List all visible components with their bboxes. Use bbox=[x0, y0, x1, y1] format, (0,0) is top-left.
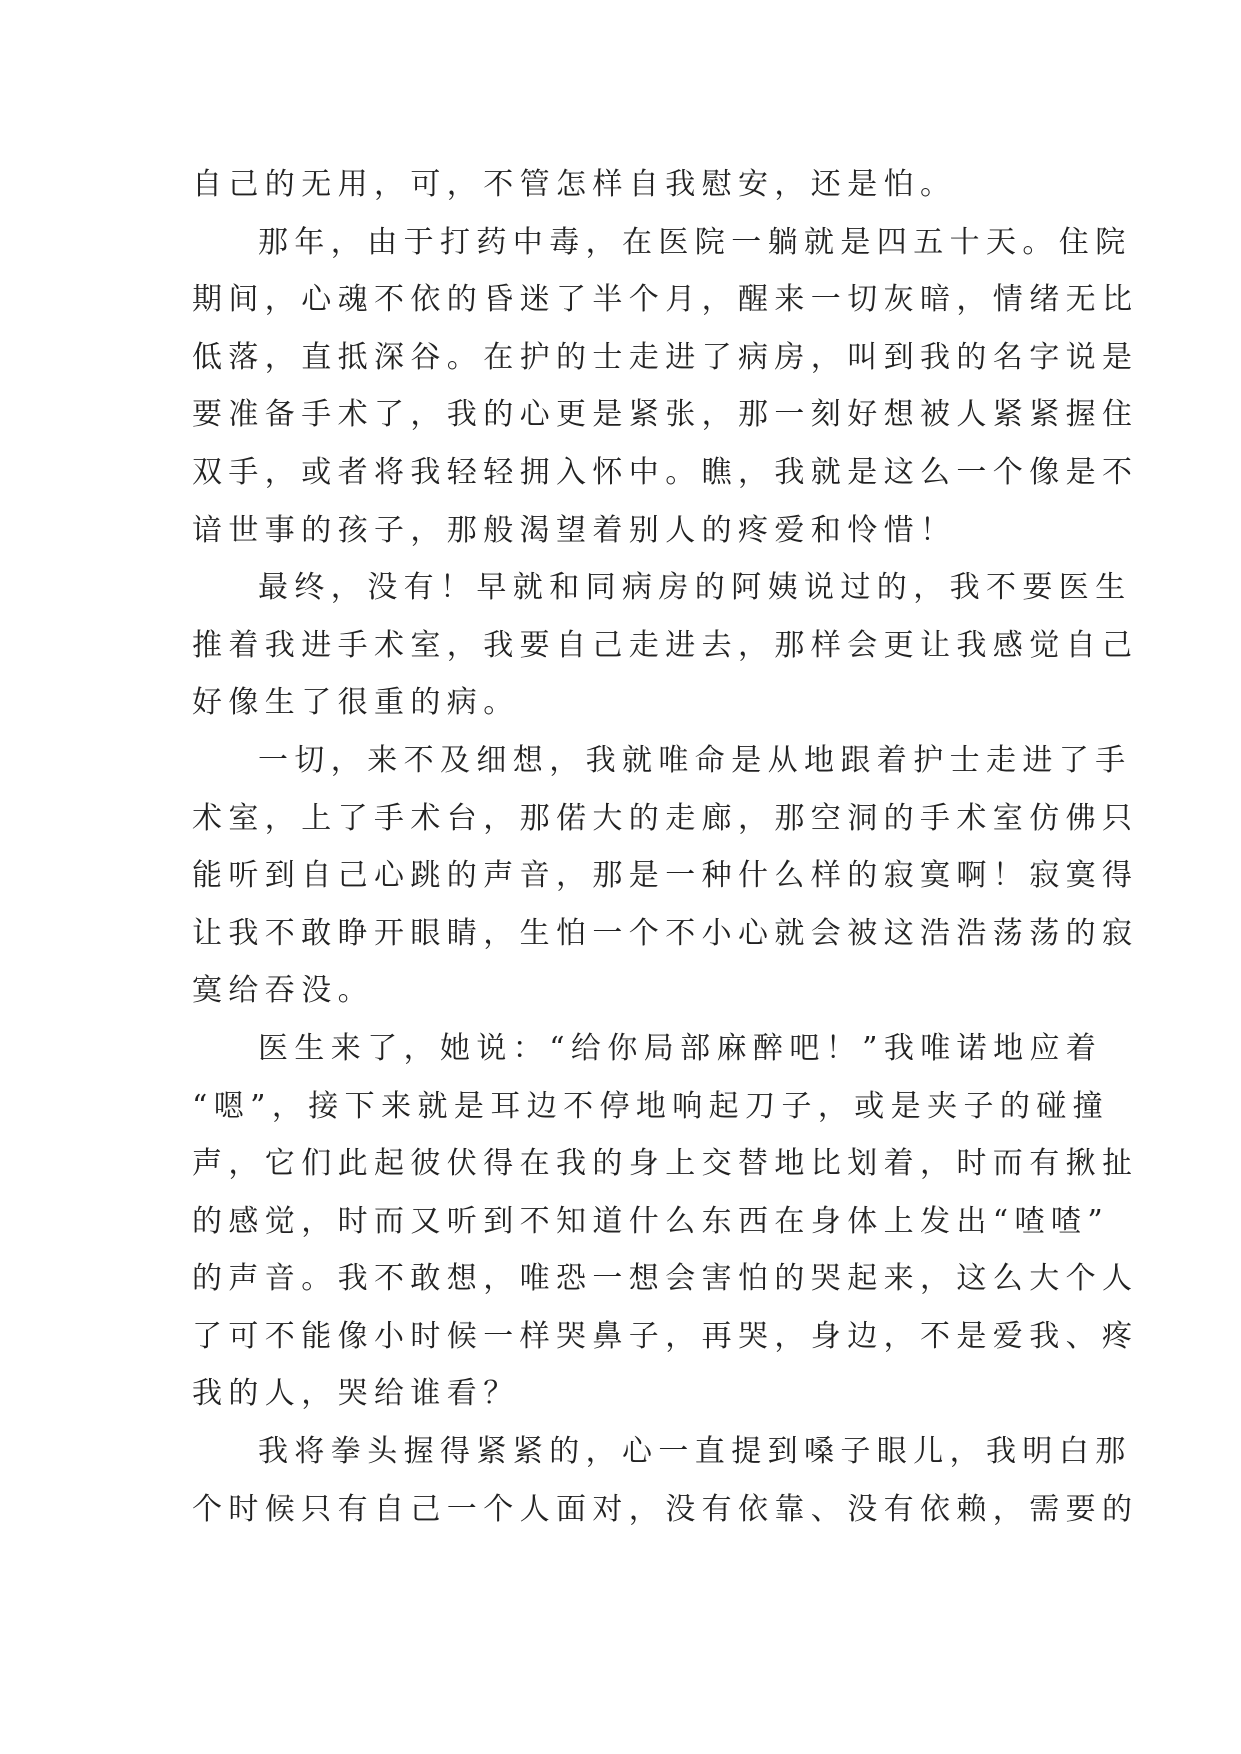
text-line: “嗯”，接下来就是耳边不停地响起刀子，或是夹子的碰撞 bbox=[192, 1088, 1110, 1124]
text-line: 低落，直抵深谷。在护的士走进了病房，叫到我的名字说是 bbox=[192, 339, 1139, 375]
text-line: 术室，上了手术台，那偌大的走廊，那空洞的手术室仿佛只 bbox=[192, 800, 1139, 836]
paragraph bbox=[192, 214, 1139, 560]
text-line: 谙世事的孩子，那般渴望着别人的疼爱和怜惜！ bbox=[192, 512, 957, 548]
text-line: 了可不能像小时候一样哭鼻子，再哭，身边，不是爱我、疼 bbox=[192, 1318, 1139, 1354]
text-line: 的声音。我不敢想，唯恐一想会害怕的哭起来，这么大个人 bbox=[192, 1261, 1139, 1297]
text-line: 要准备手术了，我的心更是紧张，那一刻好想被人紧紧握住 bbox=[192, 397, 1139, 433]
text-line: 双手，或者将我轻轻拥入怀中。瞧，我就是这么一个像是不 bbox=[192, 454, 1139, 490]
document-body bbox=[192, 156, 1139, 1538]
text-line: 声，它们此起彼伏得在我的身上交替地比划着，时而有揪扯 bbox=[192, 1146, 1139, 1182]
text-line: 我将拳头握得紧紧的，心一直提到嗓子眼儿，我明白那 bbox=[258, 1434, 1132, 1470]
paragraph bbox=[192, 1020, 1139, 1423]
text-line: 好像生了很重的病。 bbox=[192, 685, 520, 721]
text-line: 最终，没有！早就和同病房的阿姨说过的，我不要医生 bbox=[258, 570, 1132, 606]
text-line: 那年，由于打药中毒，在医院一躺就是四五十天。住院 bbox=[258, 224, 1132, 260]
paragraph bbox=[192, 1423, 1139, 1538]
text-line: 期间，心魂不依的昏迷了半个月，醒来一切灰暗，情绪无比 bbox=[192, 282, 1139, 318]
text-line: 推着我进手术室，我要自己走进去，那样会更让我感觉自己 bbox=[192, 627, 1139, 663]
paragraph bbox=[192, 732, 1139, 1020]
paragraph bbox=[192, 156, 1052, 214]
text-line: 让我不敢睁开眼睛，生怕一个不小心就会被这浩浩荡荡的寂 bbox=[192, 915, 1139, 951]
text-line: 医生来了，她说：“给你局部麻醉吧！”我唯诺地应着 bbox=[258, 1030, 1103, 1066]
text-line: 寞给吞没。 bbox=[192, 973, 374, 1009]
text-line: 个时候只有自己一个人面对，没有依靠、没有依赖，需要的 bbox=[192, 1491, 1139, 1527]
text-line: 一切，来不及细想，我就唯命是从地跟着护士走进了手 bbox=[258, 742, 1132, 778]
paragraph bbox=[192, 559, 1139, 732]
text-line: 我的人，哭给谁看？ bbox=[192, 1376, 520, 1412]
text-line: 的感觉，时而又听到不知道什么东西在身体上发出“喳喳” bbox=[192, 1203, 1110, 1239]
text-line: 能听到自己心跳的声音，那是一种什么样的寂寞啊！寂寞得 bbox=[192, 858, 1139, 894]
text-line: 自己的无用，可，不管怎样自我慰安，还是怕。 bbox=[192, 167, 957, 202]
